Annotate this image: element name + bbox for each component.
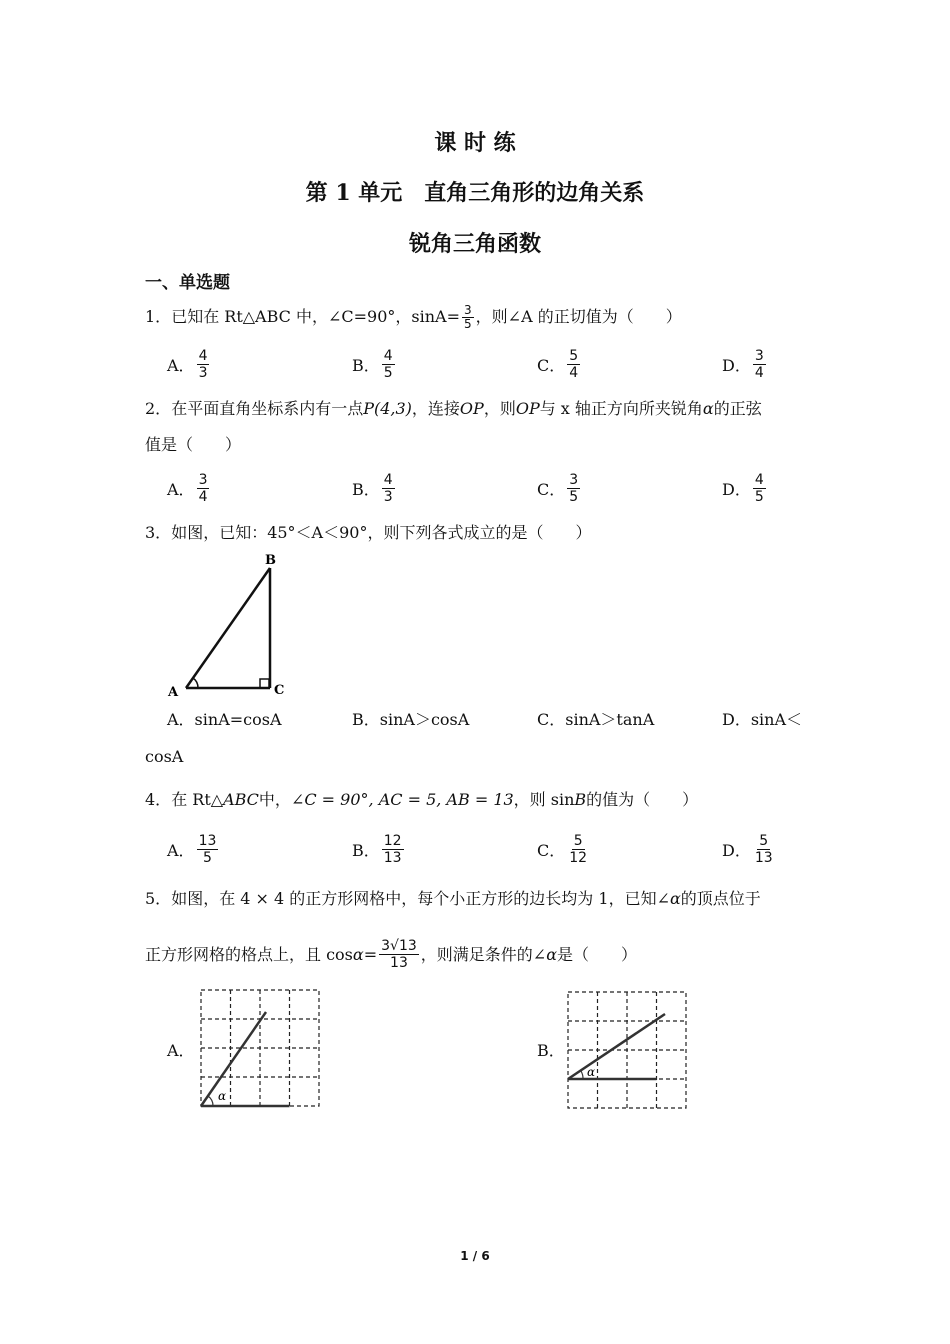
q5-option-b[interactable]: B． [537,1041,565,1060]
question-2: 2．在平面直角坐标系内有一点P(4,3)，连接OP，则OP与 x 轴正方向所夹锐角α的正弦 [145,399,762,418]
question-5: 5．如图，在 4 × 4 的正方形网格中，每个小正方形的边长均为 1，已知∠α的顶点位于 [145,889,761,908]
q4-option-c[interactable]: C． $\frac{5}{12}$ [537,833,588,866]
question-2-line2: 值是（ ） [145,435,242,454]
q1-option-c[interactable]: C． $\frac{5}{4}$ [537,348,579,381]
vertex-c-label: C [274,683,285,698]
vertex-b-label: B [265,553,276,568]
q5-grid-figure-b [565,990,689,1112]
question-4: 4．在 Rt△ABC中，∠C = 90°, AC = 5, AB = 13，则 sinB的值为（ ） [145,790,699,809]
page-number: 1 / 6 [460,1249,490,1263]
q2-option-c[interactable]: C． $\frac{3}{5}$ [537,472,579,505]
vertex-a-label: A [168,685,179,700]
unit-title: 第 1 单元 直角三角形的边角关系 [305,180,645,206]
q5-grid-figure-a [198,988,322,1110]
alpha-label-b: α [587,1065,596,1079]
question-3: 3．如图，已知：45°＜A＜90°，则下列各式成立的是（ ） [145,523,592,542]
alpha-label-a: α [218,1089,227,1103]
question-5-line2: 正方形网格的格点上，且 cos α = $\frac{3√13}{13}$ ，则满足条件的∠ α 是（ ） [145,938,638,971]
lesson-title: 锐角三角函数 [408,231,541,257]
q1-option-b[interactable]: B． $\frac{4}{5}$ [352,348,393,381]
q5-option-a[interactable]: A． [167,1041,195,1060]
q4-option-a[interactable]: A． $\frac{13}{5}$ [167,833,217,866]
q4-option-b[interactable]: B． $\frac{12}{13}$ [352,833,402,866]
q4-option-d[interactable]: D． $\frac{5}{13}$ [722,833,773,866]
q2-option-d[interactable]: D． $\frac{4}{5}$ [722,472,764,505]
q3-option-a[interactable]: A．sinA=cosA [167,710,282,729]
q2-option-b[interactable]: B． $\frac{4}{3}$ [352,472,393,505]
q1-option-a[interactable]: A． $\frac{4}{3}$ [167,348,208,381]
q3-option-c[interactable]: C．sinA＞tanA [537,710,655,729]
q3-triangle-figure [160,548,300,700]
document-title: 课 时 练 [434,130,516,156]
q1-option-d[interactable]: D． $\frac{3}{4}$ [722,348,764,381]
section-heading: 一、单选题 [145,273,230,293]
q3-option-d[interactable]: D．sinA＜ [722,710,803,729]
q3-option-b[interactable]: B．sinA＞cosA [352,710,470,729]
q3-option-d-wrap: cosA [145,747,184,766]
question-1: 1．已知在 Rt△ABC 中，∠C=90°，sinA= $\frac{3}{5}$ ，则∠A 的正切值为（ ） [145,303,682,331]
q2-option-a[interactable]: A． $\frac{3}{4}$ [167,472,208,505]
